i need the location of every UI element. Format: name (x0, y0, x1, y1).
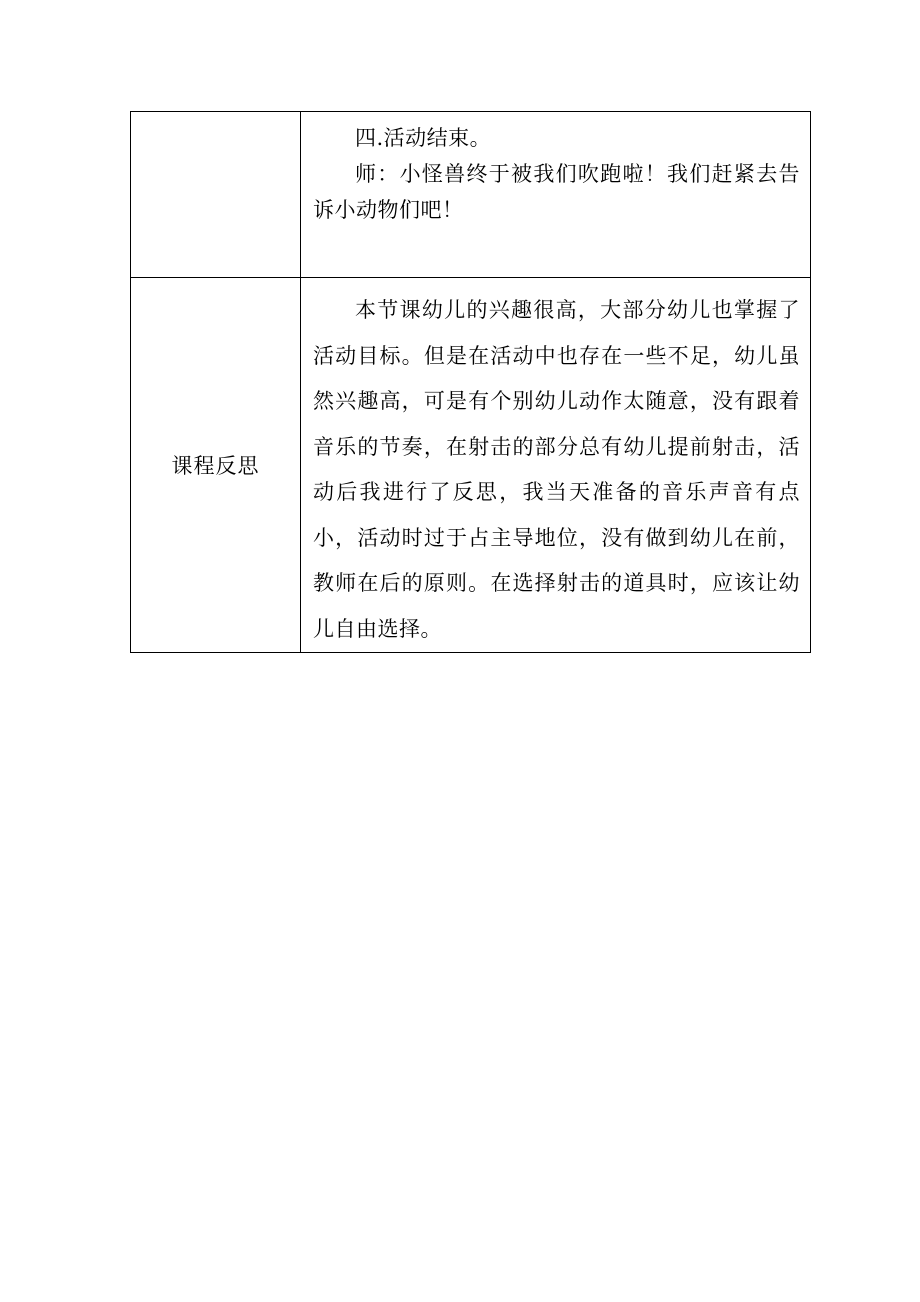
teacher-line-paragraph: 师：小怪兽终于被我们吹跑啦！我们赶紧去告诉小动物们吧！ (313, 162, 800, 222)
lesson-plan-table (130, 111, 811, 653)
reflection-label: 课程反思 (131, 278, 301, 653)
reflection-content-cell (301, 278, 811, 653)
row-content-cell (301, 112, 811, 278)
table-row-reflection (131, 278, 811, 653)
row-label-cell (131, 112, 301, 278)
table-row-activity-end (131, 112, 811, 278)
section-heading-activity-end: 四.活动结束。 (355, 126, 492, 150)
reflection-paragraph: 本节课幼儿的兴趣很高，大部分幼儿也掌握了活动目标。但是在活动中也存在一些不足，幼儿虽然兴趣高，可是有个别幼儿动作太随意，没有跟着音乐的节奏，在射击的部分总有幼儿提前射击，活动后我进行了反思，我当天准备的音乐声音有点小，活动时过于占主导地位，没有做到幼儿在前，教师在后的原则。在选择射击的道具时，应该让幼儿自由选择。 (313, 298, 800, 641)
